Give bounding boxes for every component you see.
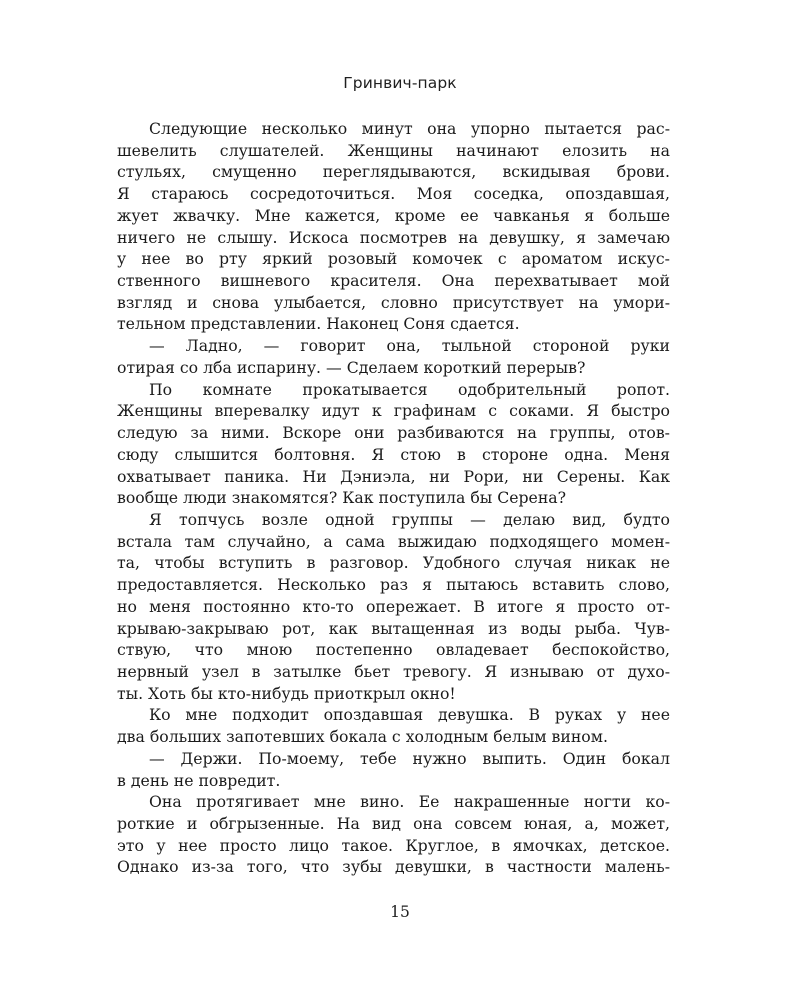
text-line: охватывает паника. Ни Дэниэла, ни Рори, ни Серены. Как — [117, 466, 670, 486]
page-number: 15 — [390, 903, 410, 921]
text-line: ственного вишневого красителя. Она перехватывает мой — [117, 271, 670, 291]
text-line: жует жвачку. Мне кажется, кроме ее чавканья я больше — [117, 205, 670, 225]
text-line: это у нее просто лицо такое. Круглое, в ямочках, детское. — [117, 835, 670, 855]
running-head: Гринвич-парк — [343, 74, 457, 92]
text-line: сюду слышится болтовня. Я стою в стороне одна. Меня — [117, 444, 670, 464]
body-text — [117, 118, 670, 878]
text-line: Я топчусь возле одной группы — делаю вид, будто — [149, 509, 670, 529]
text-line: отирая со лба испарину. — Сделаем короткий перерыв? — [117, 357, 586, 377]
text-line: два больших запотевших бокала с холодным белым вином. — [117, 727, 608, 747]
text-line: Ко мне подходит опоздавшая девушка. В руках у нее — [149, 705, 670, 725]
text-line: — Ладно, — говорит она, тыльной стороной руки — [149, 336, 670, 356]
text-line: но меня постоянно кто-то опережает. В итоге я просто от- — [117, 596, 670, 616]
text-line: у нее во рту яркий розовый комочек с ароматом искус- — [117, 249, 670, 269]
text-line: роткие и обгрызенные. На вид она совсем юная, а, может, — [117, 814, 670, 833]
text-line: шевелить слушателей. Женщины начинают елозить на — [117, 140, 670, 160]
text-line: Женщины вперевалку идут к графинам с соками. Я быстро — [117, 401, 670, 421]
text-line: ствую, что мною постепенно овладевает беспокойство, — [117, 640, 670, 660]
text-line: стульях, смущенно переглядываются, вскидывая брови. — [117, 162, 670, 182]
text-line: вообще люди знакомятся? Как поступила бы Серена? — [117, 488, 567, 508]
text-line: следую за ними. Вскоре они разбиваются на группы, отов- — [117, 423, 670, 443]
text-line: — Держи. По-моему, тебе нужно выпить. Один бокал — [149, 748, 670, 768]
text-line: предоставляется. Несколько раз я пытаюсь вставить слово, — [117, 575, 670, 595]
text-line: Она протягивает мне вино. Ее накрашенные ногти ко- — [149, 792, 670, 812]
text-line: тельном представлении. Наконец Соня сдается. — [117, 314, 520, 334]
text-line: крываю-закрываю рот, как вытащенная из воды рыба. Чув- — [117, 618, 670, 638]
text-line: ничего не слышу. Искоса посмотрев на девушку, я замечаю — [117, 227, 670, 247]
text-line: Следующие несколько минут она упорно пытается рас- — [149, 119, 670, 138]
text-line: нервный узел в затылке бьет тревогу. Я изнываю от духо- — [117, 661, 670, 681]
text-line: в день не повредит. — [117, 770, 281, 790]
text-line: встала там случайно, а сама выжидаю подходящего момен- — [117, 531, 670, 551]
text-line: взгляд и снова улыбается, словно присутствует на умори- — [117, 292, 670, 312]
text-line: Однако из-за того, что зубы девушки, в частности малень- — [117, 857, 670, 877]
text-line: та, чтобы вступить в разговор. Удобного случая никак не — [117, 553, 670, 573]
text-line: Я стараюсь сосредоточиться. Моя соседка, опоздавшая, — [117, 184, 670, 204]
text-line: ты. Хоть бы кто-нибудь приоткрыл окно! — [117, 683, 456, 703]
text-line: По комнате прокатывается одобрительный ропот. — [149, 379, 670, 399]
